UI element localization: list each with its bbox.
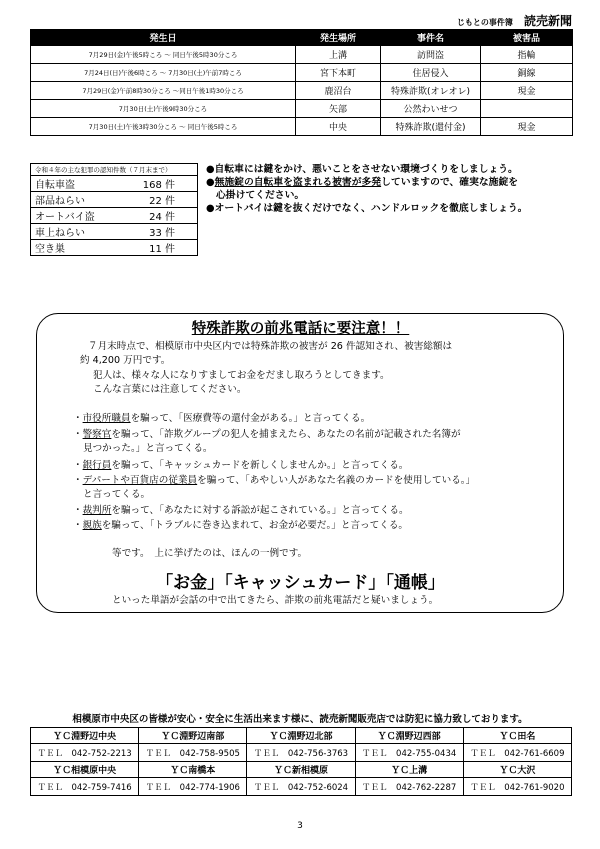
shop-tel: ＴＥＬ 042-752-6024	[247, 778, 355, 796]
table-row	[31, 64, 573, 82]
shop-name: ＹＣ南橋本	[139, 762, 247, 778]
scam-example: ・銀行員を騙って、「キャッシュカードを新しくしませんか。」と言ってくる。	[73, 460, 409, 471]
incident-case: 住居侵入	[381, 64, 481, 82]
incident-case: 特殊詐欺(オレオレ)	[381, 82, 481, 100]
scam-example: ・市役所職員を騙って、「医療費等の還付金がある。」と言ってくる。	[73, 413, 371, 424]
incident-loss: 現金	[481, 118, 573, 136]
crime-stats-table	[30, 163, 198, 256]
shop-tel: ＴＥＬ 042-761-6609	[463, 744, 571, 762]
stat-label: オートバイ盗	[31, 208, 121, 224]
col-place-header: 発生場所	[296, 30, 381, 46]
col-case-header: 事件名	[381, 30, 481, 46]
incident-case: 特殊詐欺(還付金)	[381, 118, 481, 136]
scam-example-cont: と言ってくる。	[83, 489, 151, 500]
table-row	[31, 176, 198, 192]
header-subtitle: じもとの事件簿	[456, 18, 513, 27]
alert-closing: といった単語が会話の中で出てきたら、詐欺の前兆電話だと疑いましょう。	[112, 595, 439, 606]
incident-date: 7月29日(金)午前8時30分ころ 〜同日午後1時30分ころ	[31, 82, 296, 100]
shop-tel: ＴＥＬ 042-756-3763	[247, 744, 355, 762]
tip-unlocked-bicycle: ●無施錠の自転車を盗まれる被害が多発していますので、確実な施錠を	[206, 177, 519, 188]
stat-value: 168 件	[120, 176, 197, 192]
incident-loss	[481, 100, 573, 118]
table-row	[31, 240, 198, 256]
alert-keywords: 「お金」「キャッシュカード」「通帳」	[156, 573, 445, 593]
shop-tel: ＴＥＬ 042-752-2213	[31, 744, 139, 762]
shop-name: ＹＣ大沢	[463, 762, 571, 778]
col-loss-header: 被害品	[481, 30, 573, 46]
table-row	[31, 744, 572, 762]
shop-name: ＹＣ淵野辺西部	[355, 728, 463, 744]
shop-name: ＹＣ淵野辺中央	[31, 728, 139, 744]
shop-name: ＹＣ田名	[463, 728, 571, 744]
table-row	[31, 224, 198, 240]
incident-date: 7月30日(土)午後3時30分ころ 〜 同日午後5時ころ	[31, 118, 296, 136]
table-row	[31, 208, 198, 224]
scam-example: ・裁判所を騙って、「あなたに対する訴訟が起こされている。」と言ってくる。	[73, 505, 409, 516]
stat-value: 11 件	[120, 240, 197, 256]
footer-note: 相模原市中央区の皆様が安心・安全に生活出来ます様に、読売新聞販売店では防犯に協力致しております。	[72, 714, 528, 725]
stat-label: 車上ねらい	[31, 224, 121, 240]
incident-table	[30, 29, 573, 136]
shop-name: ＹＣ相模原中央	[31, 762, 139, 778]
shop-tel: ＴＥＬ 042-759-7416	[31, 778, 139, 796]
stat-value: 24 件	[120, 208, 197, 224]
incident-date: 7月29日(金)午後5時ころ 〜 同日午後5時30分ころ	[31, 46, 296, 64]
brand-name: 読売新聞	[523, 14, 572, 28]
scam-example: ・警察官を騙って、「詐欺グループの犯人を捕まえたら、あなたの名前が記載された名簿が	[73, 429, 461, 440]
table-row	[31, 192, 198, 208]
incident-date: 7月24日(日)午後6時ころ 〜 7月30日(土)午前7時ころ	[31, 64, 296, 82]
table-row	[31, 82, 573, 100]
shop-directory	[30, 727, 572, 796]
incident-header-row	[31, 30, 573, 46]
incident-place: 鹿沼台	[296, 82, 381, 100]
alert-paragraph: こんな言葉には注意してください。	[93, 384, 247, 395]
incident-date: 7月30日(土)午後9時30分ころ	[31, 100, 296, 118]
scam-example: ・親族を騙って、「トラブルに巻き込まれて、お金が必要だ。」と言ってくる。	[73, 520, 409, 531]
scam-example-cont: 見つかった。」と言ってくる。	[83, 443, 213, 454]
stat-label: 部品ねらい	[31, 192, 121, 208]
shop-tel: ＴＥＬ 042-755-0434	[355, 744, 463, 762]
alert-etc: 等です。 上に挙げたのは、ほんの一例です。	[112, 548, 308, 559]
alert-paragraph: 犯人は、様々な人になりすましてお金をだまし取ろうとしてきます。	[93, 370, 390, 381]
fraud-alert-title: 特殊詐欺の前兆電話に要注意！！	[191, 321, 410, 337]
alert-paragraph: 約 4,200 万円です。	[80, 355, 171, 366]
shop-name: ＹＣ上溝	[355, 762, 463, 778]
page-header	[0, 10, 572, 29]
stat-value: 33 件	[120, 224, 197, 240]
tip-bicycle-lock: ●自転車には鍵をかけ、悪いことをさせない環境づくりをしましょう。	[206, 164, 518, 175]
incident-loss: 現金	[481, 82, 573, 100]
shop-tel: ＴＥＬ 042-774-1906	[139, 778, 247, 796]
stat-label: 空き巣	[31, 240, 121, 256]
table-row	[31, 762, 572, 778]
stats-caption: 令和４年の主な犯罪の認知件数（７月末まで）	[31, 164, 198, 176]
incident-place: 宮下本町	[296, 64, 381, 82]
page-number: 3	[297, 821, 303, 831]
table-row	[31, 118, 573, 136]
incident-loss: 銅線	[481, 64, 573, 82]
shop-tel: ＴＥＬ 042-762-2287	[355, 778, 463, 796]
stat-label: 自転車盗	[31, 176, 121, 192]
shop-name: ＹＣ淵野辺南部	[139, 728, 247, 744]
shop-tel: ＴＥＬ 042-758-9505	[139, 744, 247, 762]
prevention-tips	[206, 163, 576, 215]
table-row	[31, 100, 573, 118]
tip-motorcycle: ●オートバイは鍵を抜くだけでなく、ハンドルロックを徹底しましょう。	[206, 203, 528, 214]
incident-case: 公然わいせつ	[381, 100, 481, 118]
incident-place: 中央	[296, 118, 381, 136]
table-row	[31, 778, 572, 796]
scam-example: ・デパートや百貨店の従業員を騙って、「あやしい人があなた名義のカードを使用している。」	[73, 475, 476, 486]
table-row	[31, 728, 572, 744]
shop-name: ＹＣ新相模原	[247, 762, 355, 778]
incident-place: 上溝	[296, 46, 381, 64]
table-row	[31, 46, 573, 64]
shop-tel: ＴＥＬ 042-761-9020	[463, 778, 571, 796]
tip-unlocked-bicycle-cont: 心掛けてください。	[216, 190, 305, 201]
shop-name: ＹＣ淵野辺北部	[247, 728, 355, 744]
col-date-header: 発生日	[31, 30, 296, 46]
incident-place: 矢部	[296, 100, 381, 118]
incident-case: 訪問盗	[381, 46, 481, 64]
alert-paragraph: ７月末時点で、相模原市中央区内では特殊詐欺の被害が 26 件認知され、被害総額は	[88, 341, 453, 352]
stat-value: 22 件	[120, 192, 197, 208]
incident-loss: 指輪	[481, 46, 573, 64]
